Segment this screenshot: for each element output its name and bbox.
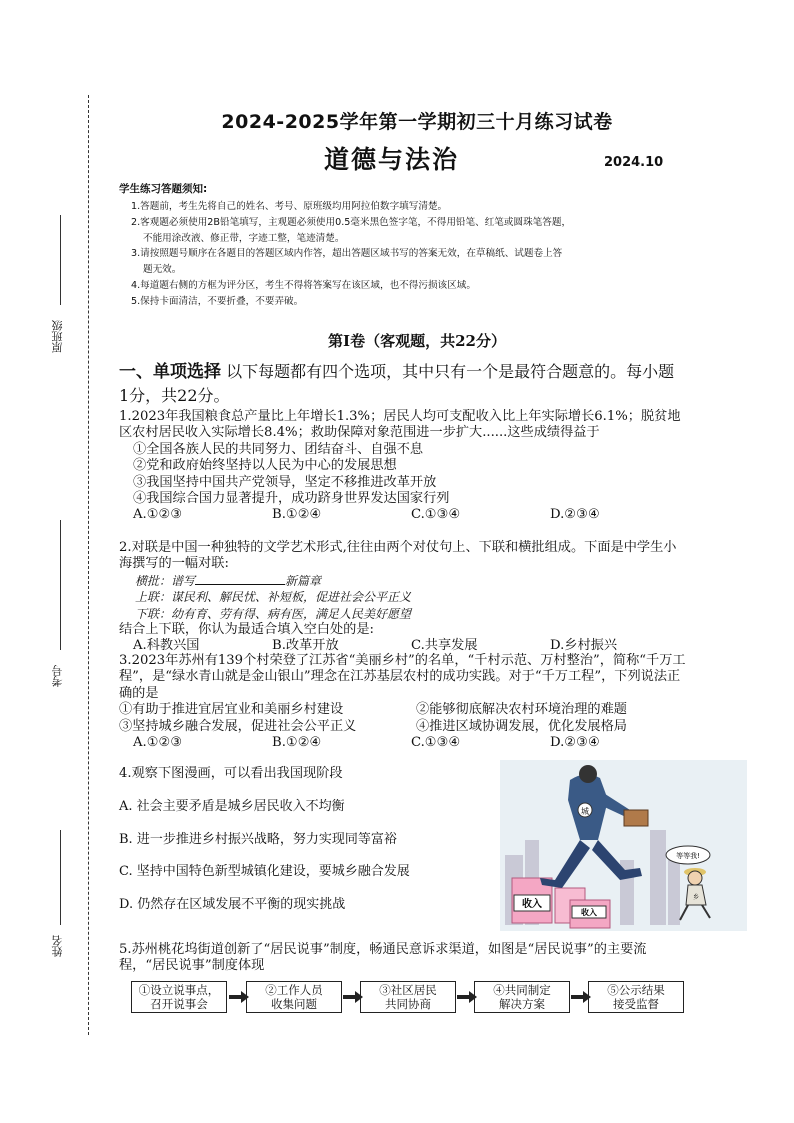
notice-item: 5.保持卡面清洁，不要折叠，不要弄破。 [131, 295, 304, 307]
flow-step-3 [360, 981, 456, 1013]
cartoon-block-right-label: 收入 [581, 908, 597, 917]
exam-title: 2024-2025学年第一学期初三十月练习试卷 [221, 111, 613, 133]
cartoon-farmer-badge: 乡 [692, 894, 700, 901]
flow-step-line: ②工作人员 [265, 983, 323, 997]
flow-step-line: ④共同制定 [493, 983, 551, 997]
notice-item: 1.答题前，考生先将自己的姓名、考号、原班级均用阿拉伯数字填写清楚。 [131, 201, 448, 212]
q4-option-d[interactable]: D. 仍然存在区域发展不平衡的现实挑战 [119, 897, 346, 912]
class-field-line[interactable] [60, 215, 61, 305]
q1-option-b[interactable]: B.①②④ [272, 507, 322, 523]
q1-stem: 1.2023年我国粮食总产量比上年增长1.3%；居民人均可支配收入比上年实际增长6.1%；脱贫地区农村居民收入实际增长8.4%；救助保障对象范围进一步扩大......这些成绩得益于 [119, 409, 681, 441]
flow-step-2 [246, 981, 342, 1013]
q1-statement: ③我国坚持中国共产党领导，坚定不移推进改革开放 [133, 474, 437, 490]
q2-shanglian: 上联：谋民利、解民忧、补短板，促进社会公平正义 [135, 590, 412, 605]
q2-option-c[interactable]: C.共享发展 [411, 638, 478, 654]
section-bold: 一、单项选择 [119, 362, 221, 382]
q2-option-a[interactable]: A.科教兴国 [133, 638, 200, 654]
notice-item: 不能用涂改液、修正带，字迹工整，笔迹清楚。 [143, 232, 345, 244]
q3-statement: ①有助于推进宜居宜业和美丽乡村建设 [119, 702, 344, 718]
flow-step-line: 解决方案 [499, 997, 545, 1011]
flow-step-line: 召开说事会 [150, 997, 208, 1011]
q1-option-a[interactable]: A.①②③ [133, 507, 183, 523]
cartoon-speech: 等等我! [676, 852, 700, 860]
q1-options [119, 507, 689, 523]
question-4 [119, 766, 489, 782]
question-3 [119, 653, 689, 751]
q1-option-c[interactable]: C.①③④ [411, 507, 461, 523]
flow-step-line: ⑤公示结果 [607, 983, 665, 997]
part-title: 第Ⅰ卷（客观题，共22分） [328, 332, 506, 350]
q3-statements-34 [119, 719, 689, 735]
notice-item: 4.每道题右侧的方框为评分区，考生不得将答案写在该区域，也不得污损该区域。 [131, 279, 476, 291]
q3-option-c[interactable]: C.①③④ [411, 735, 461, 751]
cartoon-image [500, 760, 747, 931]
question-2 [119, 540, 689, 655]
exam-no-label: 考号 [51, 665, 64, 687]
binding-dashed-line [88, 95, 89, 1035]
q3-option-d[interactable]: D.②③④ [550, 735, 600, 751]
notice-list [131, 199, 686, 310]
q3-statements-12 [119, 702, 689, 718]
q1-statement: ④我国综合国力显著提升，成功跻身世界发达国家行列 [133, 491, 450, 507]
question-1 [119, 409, 689, 524]
q3-statement: ④推进区域协调发展，优化发展格局 [416, 718, 627, 734]
notice-heading: 学生练习答题须知: [119, 183, 208, 195]
flow-step-line: 共同协商 [385, 997, 431, 1011]
q2-blank[interactable] [195, 573, 285, 585]
section-title [119, 360, 684, 407]
q2-stem: 2.对联是中国一种独特的文学艺术形式,往往由两个对仗句上、下联和横批组成。下面是中学生小海撰写的一幅对联: [119, 540, 677, 572]
q5-stem: 5.苏州桃花坞街道创新了“居民说事”制度，畅通民意诉求渠道，如图是“居民说事”的主要流程，“居民说事”制度体现 [119, 942, 647, 974]
exam-no-field-line[interactable] [60, 520, 61, 650]
process-flowchart [131, 981, 686, 1017]
class-label: 原班级 [51, 320, 64, 353]
q4-option-c[interactable]: C. 坚持中国特色新型城镇化建设，要城乡融合发展 [119, 864, 410, 879]
flow-step-line: 收集问题 [271, 997, 317, 1011]
name-label: 姓名 [51, 935, 64, 957]
q2-option-d[interactable]: D.乡村振兴 [550, 638, 618, 654]
notice-item: 2.客观题必须使用2B铅笔填写，主观题必须使用0.5毫米黑色签字笔，不得用铅笔、红笔或圆珠笔答题， [131, 216, 572, 228]
q2-option-b[interactable]: B.改革开放 [272, 638, 339, 654]
flow-step-5 [588, 981, 684, 1013]
q3-statement: ②能够彻底解决农村环境治理的难题 [416, 702, 627, 718]
name-field-line[interactable] [60, 830, 61, 925]
q2-xialian: 下联：幼有育、劳有得、病有医，满足人民美好愿望 [135, 606, 412, 621]
flow-step-4 [474, 981, 570, 1013]
notice-item: 3.请按照题号顺序在各题目的答题区域内作答，超出答题区域书写的答案无效，在草稿纸、试题卷上答 [131, 248, 563, 260]
flow-step-line: ③社区居民 [379, 983, 437, 997]
q1-option-d[interactable]: D.②③④ [550, 507, 600, 523]
q2-hengpi-suffix: 新篇章 [285, 573, 322, 588]
cartoon-runner-badge: 城 [581, 807, 589, 816]
q4-option-a[interactable]: A. 社会主要矛盾是城乡居民收入不均衡 [119, 799, 345, 814]
exam-date: 2024.10 [604, 155, 664, 170]
q2-hengpi [119, 573, 689, 589]
q2-hengpi-prefix: 横批：谱写 [135, 573, 196, 588]
notice-item: 题无效。 [143, 264, 182, 276]
q1-statement: ①全国各族人民的共同努力、团结奋斗、自强不息 [133, 441, 424, 457]
flow-step-line: 接受监督 [613, 997, 659, 1011]
q3-option-a[interactable]: A.①②③ [133, 735, 183, 751]
q1-statement: ②党和政府始终坚持以人民为中心的发展思想 [133, 458, 397, 474]
section-instructions: 以下每题都有四个选项，其中只有一个是最符合题意的。每小题1分，共22分。 [119, 362, 675, 405]
q2-question: 结合上下联，你认为最适合填入空白处的是: [119, 622, 375, 638]
q3-statement: ③坚持城乡融合发展，促进社会公平正义 [119, 718, 357, 734]
q3-stem: 3.2023年苏州有139个村荣登了江苏省“美丽乡村”的名单，“千村示范、万村整治”，简称“千万工程”，是“绿水青山就是金山银山”理念在江苏基层农村的成功实践。对于“千万工程”，下列说法正确的是 [119, 653, 686, 701]
q3-option-b[interactable]: B.①②④ [272, 735, 322, 751]
flow-step-1 [131, 981, 227, 1013]
q4-stem: 4.观察下图漫画，可以看出我国现阶段 [119, 766, 343, 781]
cartoon-block-left-label: 收入 [522, 899, 542, 910]
subject-title: 道德与法治 [324, 145, 460, 174]
q3-options [119, 735, 689, 751]
q4-option-b[interactable]: B. 进一步推进乡村振兴战略，努力实现同等富裕 [119, 832, 397, 847]
flow-step-line: ①设立说事点， [138, 983, 220, 997]
question-5 [119, 942, 689, 975]
